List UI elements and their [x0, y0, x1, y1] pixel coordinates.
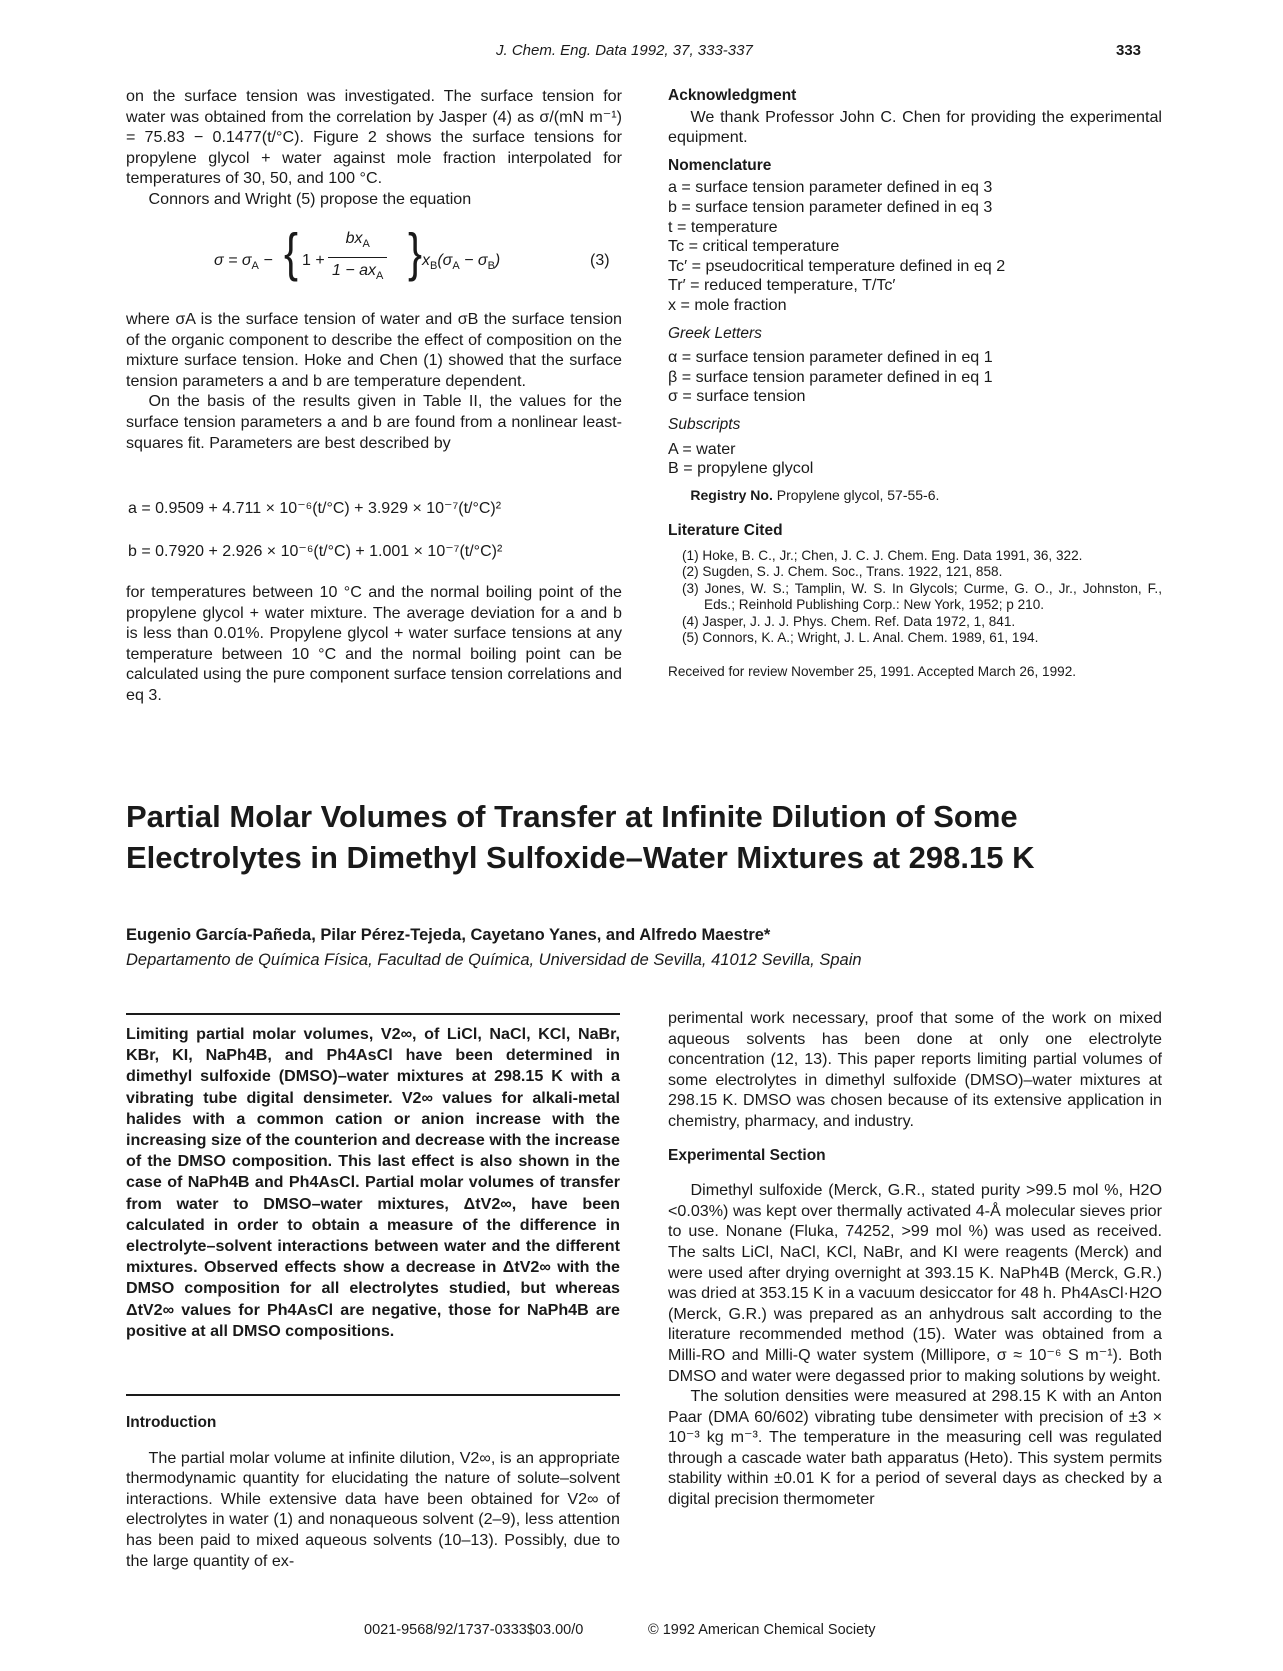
page-number: 333 — [1116, 42, 1142, 59]
nomenclature-list — [668, 178, 1162, 315]
registry-line — [668, 485, 1162, 506]
paragraph: The solution densities were measured at 298.15 K with an Anton Paar (DMA 60/602) vibrating tube densimeter with precision of ±3 × 10⁻³ kg m⁻³. The temperature in the measuring cell was regulated through a cascade water bath apparatus (Heto). This system permits stability within ±0.01 K for a period of several days as checked by a digital precision thermometer — [668, 1387, 1162, 1509]
abstract — [126, 1024, 620, 1342]
list-item: Tc = critical temperature — [668, 237, 840, 256]
section-heading: Acknowledgment — [668, 87, 797, 104]
list-item: t = temperature — [668, 217, 778, 236]
paragraph: where σA is the surface tension of water and σB the surface tension of the organic component to describe the effect of composition on the mixture surface tension. Hoke and Chen (1) showed that the surface tension parameters a and b are temperature dependent. — [126, 310, 622, 390]
received-note: Received for review November 25, 1991. Accepted March 26, 1992. — [668, 664, 1077, 680]
paragraph: We thank Professor John C. Chen for providing the experimental equipment. — [668, 107, 1162, 147]
paragraph: Connors and Wright (5) propose the equation — [148, 189, 472, 208]
article-title — [126, 796, 1166, 878]
abstract-bottom-rule — [126, 1394, 620, 1396]
literature-list — [668, 548, 1162, 646]
list-item: α = surface tension parameter defined in eq 1 — [668, 348, 993, 367]
equation-3: $\sigma = \sigma_A$ − { 1 + $bx_A$ $1 - ax_A$ } $x_B(\sigma_A - \sigma_B)$ (3) — [214, 223, 610, 283]
greek-letters-list — [668, 348, 1162, 407]
author-list: Eugenio García-Pañeda, Pilar Pérez-Tejeda, Cayetano Yanes, and Alfredo Maestre* — [126, 926, 771, 944]
left-top-column-cont — [126, 309, 622, 453]
registry-text: Propylene glycol, 57-55-6. — [776, 486, 940, 503]
footer-copyright: © 1992 American Chemical Society — [648, 1622, 876, 1638]
left-top-column-end — [126, 582, 622, 706]
left-top-column — [126, 86, 622, 210]
right-bottom-column — [668, 1008, 1162, 1510]
introduction — [126, 1413, 620, 1571]
right-top-column — [668, 86, 1162, 683]
equation-b: b = 0.7920 + 2.926 × 10⁻⁶(t/°C) + 1.001 × 10⁻⁷(t/°C)² — [128, 543, 503, 560]
registry-label: Registry No. — [690, 486, 773, 503]
article-title-line: Partial Molar Volumes of Transfer at Infinite Dilution of Some — [126, 799, 1018, 834]
article-title-line: Electrolytes in Dimethyl Sulfoxide–Water Mixtures at 298.15 K — [126, 840, 1035, 875]
equation-number: (3) — [590, 252, 610, 269]
footer-code: 0021-9568/92/1737-0333$03.00/0 — [364, 1622, 584, 1638]
paragraph: on the surface tension was investigated. The surface tension for water was obtained from the correlation by Jasper (4) as σ/(mN m⁻¹) = 75.83 − 0.1477(t/°C). Figure 2 shows the surface tensions for propylene glycol + water against mole fraction interpolated for temperatures of 30, 50, and 100 °C. — [126, 87, 622, 188]
equation-a: a = 0.9509 + 4.711 × 10⁻⁶(t/°C) + 3.929 × 10⁻⁷(t/°C)² — [128, 500, 502, 517]
list-item: σ = surface tension — [668, 387, 806, 406]
subsection-heading: Greek Letters — [668, 324, 762, 342]
reference-item: (4) Jasper, J. J. J. Phys. Chem. Ref. Data 1972, 1, 841. — [682, 613, 1016, 629]
list-item: x = mole fraction — [668, 295, 787, 314]
affiliation: Departamento de Química Física, Facultad de Química, Universidad de Sevilla, 41012 Sevilla, Spain — [126, 951, 862, 969]
section-heading: Experimental Section — [668, 1146, 826, 1164]
abstract-text: Limiting partial molar volumes, V2∞, of LiCl, NaCl, KCl, NaBr, KBr, KI, NaPh4B, and Ph4AsCl have been determined in dimethyl sulfoxide (DMSO)–water mixtures at 298.15 K with a vibrating tube digital densimeter. V2∞ values for alkali-metal halides with a common cation or anion increase with the increasing size of the counterion and decrease with the increase of the DMSO composition. This last effect is also shown in the case of NaPh4B and Ph4AsCl. Partial molar volumes of transfer from water to DMSO–water mixtures, ΔtV2∞, have been calculated in order to obtain a measure of the difference in electrolyte–solvent interactions between water and the different mixtures. Observed effects show a decrease in ΔtV2∞ with the DMSO composition for all electrolytes studied, but whereas ΔtV2∞ values for Ph4AsCl are negative, those for NaPh4B are positive at all DMSO compositions. — [126, 1025, 620, 1340]
subscripts-list — [668, 440, 1162, 479]
list-item: b = surface tension parameter defined in eq 3 — [668, 197, 993, 216]
paragraph: On the basis of the results given in Table II, the values for the surface tension parameters a and b are found from a nonlinear least-squares fit. Parameters are best described by — [126, 392, 622, 452]
subsection-heading: Subscripts — [668, 415, 741, 433]
abstract-top-rule — [126, 1013, 620, 1015]
reference-item: (1) Hoke, B. C., Jr.; Chen, J. C. J. Chem. Eng. Data 1991, 36, 322. — [682, 547, 1083, 563]
section-heading: Introduction — [126, 1414, 217, 1431]
running-header — [0, 42, 1283, 64]
paragraph: Dimethyl sulfoxide (Merck, G.R., stated purity >99.5 mol %, H2O <0.03%) was kept over thermally activated 4-Å molecular sieves prior to use. Nonane (Fluka, 74252, >99 mol %) was used as received. The salts LiCl, NaCl, KCl, NaBr, and KI were reagents (Merck) and were used after drying overnight at 393.15 K. NaPh4B (Merck, G.R.) was dried at 353.15 K in a vacuum desiccator for 48 h. Ph4AsCl·H2O (Merck, G.R.) was prepared as an anhydrous salt according to the literature recommended method (15). Water was obtained from a Milli-RO and Milli-Q water system (Millipore, σ ≈ 10⁻⁶ S m⁻¹). Both DMSO and water were degassed prior to making solutions by weight. — [668, 1181, 1162, 1385]
section-heading: Literature Cited — [668, 522, 783, 540]
reference-item: (2) Sugden, S. J. Chem. Soc., Trans. 1922, 121, 858. — [682, 564, 1003, 580]
list-item: A = water — [668, 439, 736, 458]
list-item: a = surface tension parameter defined in eq 3 — [668, 178, 993, 197]
reference-item: (5) Connors, K. A.; Wright, J. L. Anal. Chem. 1989, 61, 194. — [682, 629, 1039, 645]
paragraph: The partial molar volume at infinite dilution, V2∞, is an appropriate thermodynamic quantity for elucidating the nature of solute–solvent interactions. While extensive data have been obtained for V2∞ of electrolytes in water (1) and nonaqueous solvent (2–9), less attention has been paid to mixed aqueous solvents (10–13). Possibly, due to the large quantity of ex- — [126, 1448, 620, 1570]
section-heading: Nomenclature — [668, 156, 772, 174]
list-item: Tc′ = pseudocritical temperature defined in eq 2 — [668, 256, 1006, 275]
paragraph: perimental work necessary, proof that some of the work on mixed aqueous solvents has been done at only one electrolyte concentration (12, 13). This paper reports limiting partial volumes of some electrolytes in dimethyl sulfoxide (DMSO)–water mixtures at 298.15 K. DMSO was chosen because of its extensive application in chemistry, pharmacy, and industry. — [668, 1009, 1162, 1130]
reference-item: (3) Jones, W. S.; Tamplin, W. S. In Glycols; Curme, G. O., Jr., Johnston, F., Eds.; Reinhold Publishing Corp.: New York, 1952; p 210. — [682, 580, 1162, 613]
list-item: β = surface tension parameter defined in eq 1 — [668, 367, 993, 386]
paragraph: for temperatures between 10 °C and the normal boiling point of the propylene glycol + water mixture. The average deviation for a and b is less than 0.01%. Propylene glycol + water surface tensions at any temperature between 10 °C and the normal boiling point can be calculated using the pure component surface tension correlations and eq 3. — [126, 583, 622, 704]
journal-citation: J. Chem. Eng. Data 1992, 37, 333-337 — [496, 42, 753, 59]
list-item: Tr′ = reduced temperature, T/Tc′ — [668, 276, 896, 295]
list-item: B = propylene glycol — [668, 459, 814, 478]
